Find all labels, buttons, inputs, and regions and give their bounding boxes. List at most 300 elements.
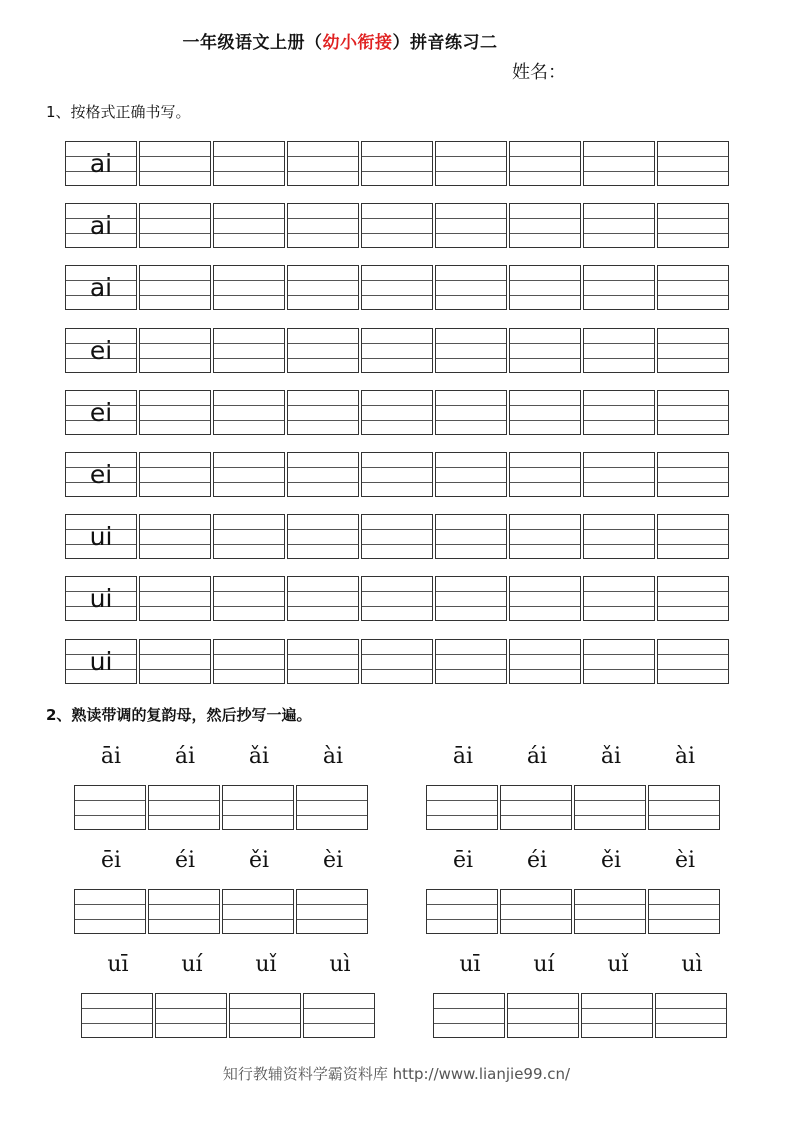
copy-cell[interactable] <box>74 889 146 934</box>
guide-line <box>82 1008 152 1009</box>
guide-line <box>304 1008 374 1009</box>
writing-cell[interactable] <box>213 203 285 248</box>
model-pinyin: ai <box>89 273 113 303</box>
model-pinyin: ui <box>89 584 113 614</box>
guide-line <box>156 1008 226 1009</box>
guide-line <box>436 591 506 592</box>
writing-cell[interactable] <box>657 265 729 310</box>
guide-line <box>649 904 719 905</box>
guide-line <box>223 919 293 920</box>
page-title: 一年级语文上册（幼小衔接）拼音练习二 <box>182 33 498 53</box>
guide-line <box>362 467 432 468</box>
copy-cell[interactable] <box>222 785 294 830</box>
copy-cell[interactable] <box>426 889 498 934</box>
guide-line <box>510 654 580 655</box>
model-pinyin: ai <box>89 211 113 241</box>
writing-cell[interactable] <box>139 141 211 186</box>
tone-pinyin: èi <box>674 848 696 873</box>
tone-pinyin: ài <box>674 744 696 769</box>
tone-pinyin: ǎi <box>600 744 622 769</box>
guide-line <box>658 156 728 157</box>
guide-line <box>156 1023 226 1024</box>
copy-cell[interactable] <box>155 993 227 1038</box>
guide-line <box>510 606 580 607</box>
model-cell[interactable] <box>65 639 137 684</box>
guide-line <box>223 800 293 801</box>
writing-cell[interactable] <box>583 265 655 310</box>
writing-cell[interactable] <box>361 390 433 435</box>
guide-line <box>214 295 284 296</box>
guide-line <box>362 544 432 545</box>
name-label: 姓名： <box>512 62 566 83</box>
model-pinyin: ei <box>89 460 113 489</box>
guide-line <box>362 280 432 281</box>
model-pinyin: ui <box>89 522 113 552</box>
writing-cell[interactable] <box>139 639 211 684</box>
guide-line <box>140 529 210 530</box>
copy-cell[interactable] <box>148 785 220 830</box>
writing-cell[interactable] <box>509 452 581 497</box>
writing-cell[interactable] <box>583 514 655 559</box>
model-pinyin: ai <box>89 149 113 178</box>
guide-line <box>575 815 645 816</box>
tone-pinyin: ǎi <box>248 744 270 769</box>
writing-cell[interactable] <box>361 265 433 310</box>
guide-line <box>230 1008 300 1009</box>
guide-line <box>658 218 728 219</box>
guide-line <box>288 467 358 468</box>
tone-pinyin: ái <box>526 744 548 769</box>
guide-line <box>510 218 580 219</box>
copy-cell[interactable] <box>229 993 301 1038</box>
title-highlight: 幼小衔接 <box>322 33 393 53</box>
guide-line <box>140 669 210 670</box>
copy-cell[interactable] <box>148 889 220 934</box>
writing-cell[interactable] <box>287 576 359 621</box>
guide-line <box>582 1008 652 1009</box>
guide-line <box>288 529 358 530</box>
writing-cell[interactable] <box>509 576 581 621</box>
guide-line <box>649 919 719 920</box>
guide-line <box>288 591 358 592</box>
guide-line <box>362 529 432 530</box>
guide-line <box>288 343 358 344</box>
guide-line <box>584 343 654 344</box>
guide-line <box>510 295 580 296</box>
copy-cell[interactable] <box>222 889 294 934</box>
guide-line <box>582 1023 652 1024</box>
writing-cell[interactable] <box>509 328 581 373</box>
guide-line <box>140 482 210 483</box>
guide-line <box>214 156 284 157</box>
writing-cell[interactable] <box>657 328 729 373</box>
model-cell[interactable] <box>65 576 137 621</box>
model-pinyin: ei <box>89 335 113 365</box>
model-pinyin: ui <box>89 646 113 676</box>
tone-pinyin: uǐ <box>607 952 629 977</box>
guide-line <box>584 295 654 296</box>
guide-line <box>214 420 284 421</box>
writing-cell[interactable] <box>287 514 359 559</box>
copy-cell[interactable] <box>574 889 646 934</box>
tone-pinyin: ēi <box>100 848 122 873</box>
writing-cell[interactable] <box>509 390 581 435</box>
guide-line <box>584 467 654 468</box>
guide-line <box>436 171 506 172</box>
guide-line <box>214 218 284 219</box>
guide-line <box>140 156 210 157</box>
copy-cell[interactable] <box>581 993 653 1038</box>
writing-cell[interactable] <box>435 576 507 621</box>
guide-line <box>362 482 432 483</box>
writing-cell[interactable] <box>361 514 433 559</box>
tone-pinyin: uí <box>181 952 203 977</box>
guide-line <box>140 591 210 592</box>
tone-pinyin: uǐ <box>255 952 277 977</box>
writing-cell[interactable] <box>139 390 211 435</box>
guide-line <box>584 405 654 406</box>
writing-cell[interactable] <box>583 390 655 435</box>
writing-cell[interactable] <box>213 390 285 435</box>
guide-line <box>362 669 432 670</box>
guide-line <box>214 358 284 359</box>
guide-line <box>140 280 210 281</box>
guide-line <box>149 815 219 816</box>
guide-line <box>140 467 210 468</box>
tone-pinyin: ài <box>322 744 344 769</box>
guide-line <box>584 529 654 530</box>
guide-line <box>584 669 654 670</box>
writing-cell[interactable] <box>139 452 211 497</box>
guide-line <box>575 904 645 905</box>
writing-cell[interactable] <box>657 639 729 684</box>
writing-cell[interactable] <box>139 514 211 559</box>
guide-line <box>436 654 506 655</box>
writing-cell[interactable] <box>361 328 433 373</box>
guide-line <box>436 405 506 406</box>
guide-line <box>510 280 580 281</box>
writing-cell[interactable] <box>287 265 359 310</box>
guide-line <box>436 295 506 296</box>
guide-line <box>510 405 580 406</box>
model-cell[interactable] <box>65 265 137 310</box>
writing-cell[interactable] <box>509 265 581 310</box>
writing-cell[interactable] <box>139 203 211 248</box>
copy-cell[interactable] <box>433 993 505 1038</box>
guide-line <box>510 156 580 157</box>
guide-line <box>658 405 728 406</box>
guide-line <box>510 420 580 421</box>
guide-line <box>297 815 367 816</box>
guide-line <box>658 654 728 655</box>
guide-line <box>434 1023 504 1024</box>
copy-cell[interactable] <box>507 993 579 1038</box>
guide-line <box>584 233 654 234</box>
guide-line <box>584 420 654 421</box>
guide-line <box>584 606 654 607</box>
guide-line <box>214 280 284 281</box>
writing-cell[interactable] <box>583 203 655 248</box>
writing-cell[interactable] <box>287 328 359 373</box>
writing-cell[interactable] <box>657 203 729 248</box>
writing-cell[interactable] <box>213 514 285 559</box>
guide-line <box>223 904 293 905</box>
guide-line <box>584 280 654 281</box>
guide-line <box>214 591 284 592</box>
guide-line <box>140 405 210 406</box>
model-cell[interactable] <box>65 141 137 186</box>
writing-cell[interactable] <box>361 141 433 186</box>
guide-line <box>584 482 654 483</box>
guide-line <box>140 606 210 607</box>
tone-pinyin: éi <box>174 848 196 873</box>
guide-line <box>362 295 432 296</box>
guide-line <box>584 218 654 219</box>
guide-line <box>362 343 432 344</box>
writing-cell[interactable] <box>361 452 433 497</box>
writing-cell[interactable] <box>435 514 507 559</box>
guide-line <box>362 156 432 157</box>
writing-cell[interactable] <box>287 141 359 186</box>
copy-cell[interactable] <box>74 785 146 830</box>
writing-cell[interactable] <box>509 141 581 186</box>
guide-line <box>436 280 506 281</box>
writing-cell[interactable] <box>509 203 581 248</box>
model-cell[interactable] <box>65 328 137 373</box>
guide-line <box>584 591 654 592</box>
writing-cell[interactable] <box>213 141 285 186</box>
guide-line <box>501 815 571 816</box>
writing-cell[interactable] <box>213 639 285 684</box>
guide-line <box>214 405 284 406</box>
guide-line <box>584 544 654 545</box>
writing-cell[interactable] <box>361 576 433 621</box>
guide-line <box>427 815 497 816</box>
writing-cell[interactable] <box>213 265 285 310</box>
guide-line <box>649 815 719 816</box>
guide-line <box>656 1023 726 1024</box>
guide-line <box>288 156 358 157</box>
writing-cell[interactable] <box>509 639 581 684</box>
writing-cell[interactable] <box>287 203 359 248</box>
guide-line <box>75 904 145 905</box>
model-cell[interactable] <box>65 452 137 497</box>
guide-line <box>427 919 497 920</box>
tone-pinyin: èi <box>322 848 344 873</box>
guide-line <box>658 171 728 172</box>
copy-cell[interactable] <box>81 993 153 1038</box>
guide-line <box>288 233 358 234</box>
writing-cell[interactable] <box>139 265 211 310</box>
guide-line <box>362 171 432 172</box>
guide-line <box>658 420 728 421</box>
model-pinyin: ei <box>89 397 113 427</box>
writing-cell[interactable] <box>435 452 507 497</box>
guide-line <box>658 295 728 296</box>
writing-cell[interactable] <box>583 141 655 186</box>
guide-line <box>436 482 506 483</box>
writing-cell[interactable] <box>361 203 433 248</box>
guide-line <box>510 467 580 468</box>
model-cell[interactable] <box>65 203 137 248</box>
tone-pinyin: uì <box>681 952 703 977</box>
tone-pinyin: ēi <box>452 848 474 873</box>
copy-cell[interactable] <box>296 785 368 830</box>
guide-line <box>75 800 145 801</box>
guide-line <box>658 544 728 545</box>
guide-line <box>214 171 284 172</box>
guide-line <box>288 171 358 172</box>
guide-line <box>140 218 210 219</box>
guide-line <box>362 405 432 406</box>
writing-cell[interactable] <box>435 639 507 684</box>
guide-line <box>436 420 506 421</box>
writing-cell[interactable] <box>657 514 729 559</box>
writing-cell[interactable] <box>139 576 211 621</box>
tone-pinyin: uí <box>533 952 555 977</box>
guide-line <box>658 606 728 607</box>
guide-line <box>288 218 358 219</box>
guide-line <box>510 544 580 545</box>
guide-line <box>436 343 506 344</box>
tone-pinyin: uī <box>459 952 481 977</box>
guide-line <box>510 171 580 172</box>
guide-line <box>658 529 728 530</box>
writing-cell[interactable] <box>657 390 729 435</box>
copy-cell[interactable] <box>426 785 498 830</box>
guide-line <box>75 919 145 920</box>
guide-line <box>584 358 654 359</box>
guide-line <box>288 654 358 655</box>
guide-line <box>510 233 580 234</box>
footer-source: 知行教辅资料学霸资料库 http://www.lianjie99.cn/ <box>222 1065 571 1083</box>
copy-cell[interactable] <box>500 889 572 934</box>
guide-line <box>434 1008 504 1009</box>
tone-pinyin: éi <box>526 848 548 873</box>
guide-line <box>82 1023 152 1024</box>
guide-line <box>288 544 358 545</box>
writing-cell[interactable] <box>435 203 507 248</box>
guide-line <box>436 669 506 670</box>
guide-line <box>436 233 506 234</box>
writing-cell[interactable] <box>213 452 285 497</box>
guide-line <box>362 420 432 421</box>
copy-cell[interactable] <box>303 993 375 1038</box>
guide-line <box>501 919 571 920</box>
writing-cell[interactable] <box>287 639 359 684</box>
tone-pinyin: uī <box>107 952 129 977</box>
writing-cell[interactable] <box>139 328 211 373</box>
writing-cell[interactable] <box>583 452 655 497</box>
guide-line <box>149 919 219 920</box>
guide-line <box>140 295 210 296</box>
guide-line <box>510 669 580 670</box>
guide-line <box>140 171 210 172</box>
guide-line <box>656 1008 726 1009</box>
writing-cell[interactable] <box>287 390 359 435</box>
guide-line <box>362 218 432 219</box>
writing-cell[interactable] <box>583 639 655 684</box>
writing-cell[interactable] <box>435 141 507 186</box>
guide-line <box>427 904 497 905</box>
writing-cell[interactable] <box>287 452 359 497</box>
writing-cell[interactable] <box>213 576 285 621</box>
guide-line <box>362 358 432 359</box>
tone-pinyin: āi <box>452 744 474 769</box>
guide-line <box>223 815 293 816</box>
guide-line <box>436 606 506 607</box>
writing-cell[interactable] <box>361 639 433 684</box>
guide-line <box>288 358 358 359</box>
guide-line <box>508 1023 578 1024</box>
guide-line <box>584 654 654 655</box>
tone-pinyin: ěi <box>600 848 622 873</box>
copy-cell[interactable] <box>648 785 720 830</box>
guide-line <box>288 606 358 607</box>
writing-cell[interactable] <box>435 390 507 435</box>
writing-cell[interactable] <box>435 265 507 310</box>
guide-line <box>214 482 284 483</box>
copy-cell[interactable] <box>655 993 727 1038</box>
guide-line <box>362 606 432 607</box>
tone-pinyin: āi <box>100 744 122 769</box>
guide-line <box>501 904 571 905</box>
writing-cell[interactable] <box>213 328 285 373</box>
guide-line <box>510 482 580 483</box>
guide-line <box>584 156 654 157</box>
guide-line <box>149 800 219 801</box>
writing-cell[interactable] <box>657 452 729 497</box>
guide-line <box>149 904 219 905</box>
guide-line <box>304 1023 374 1024</box>
writing-cell[interactable] <box>583 576 655 621</box>
copy-cell[interactable] <box>648 889 720 934</box>
guide-line <box>658 343 728 344</box>
writing-cell[interactable] <box>509 514 581 559</box>
guide-line <box>362 591 432 592</box>
guide-line <box>214 606 284 607</box>
copy-cell[interactable] <box>500 785 572 830</box>
writing-cell[interactable] <box>657 141 729 186</box>
copy-cell[interactable] <box>296 889 368 934</box>
guide-line <box>510 358 580 359</box>
guide-line <box>658 280 728 281</box>
guide-line <box>288 405 358 406</box>
guide-line <box>510 529 580 530</box>
writing-cell[interactable] <box>435 328 507 373</box>
guide-line <box>75 815 145 816</box>
writing-cell[interactable] <box>583 328 655 373</box>
model-cell[interactable] <box>65 390 137 435</box>
guide-line <box>510 591 580 592</box>
tone-pinyin: uì <box>329 952 351 977</box>
guide-line <box>436 467 506 468</box>
model-cell[interactable] <box>65 514 137 559</box>
guide-line <box>140 544 210 545</box>
writing-cell[interactable] <box>657 576 729 621</box>
guide-line <box>288 420 358 421</box>
guide-line <box>658 591 728 592</box>
guide-line <box>658 482 728 483</box>
tone-pinyin: ěi <box>248 848 270 873</box>
guide-line <box>436 358 506 359</box>
section2-label: 2、熟读带调的复韵母，然后抄写一遍。 <box>46 706 312 724</box>
guide-line <box>427 800 497 801</box>
copy-cell[interactable] <box>574 785 646 830</box>
guide-line <box>214 529 284 530</box>
guide-line <box>140 343 210 344</box>
guide-line <box>214 343 284 344</box>
